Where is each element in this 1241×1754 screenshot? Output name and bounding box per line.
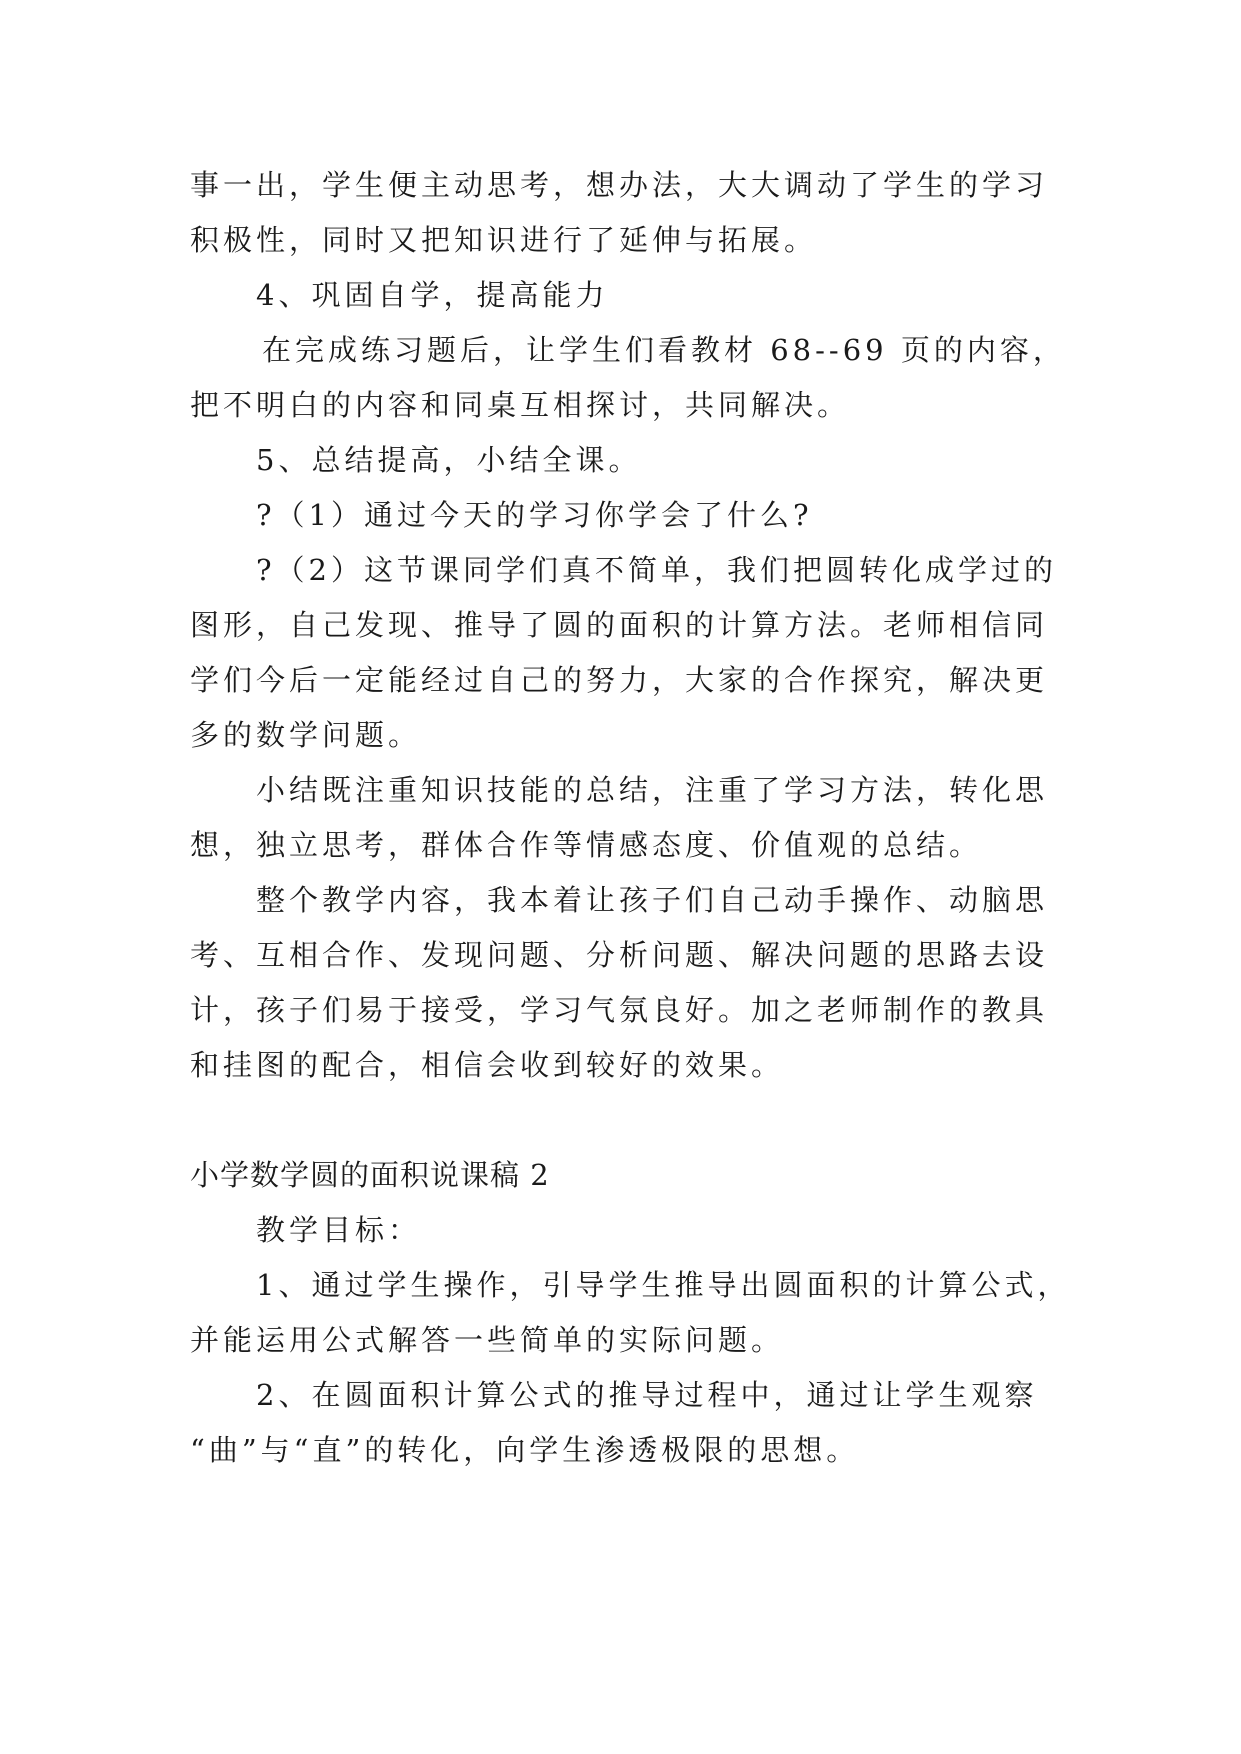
paragraph-line: 整个教学内容，我本着让孩子们自己动手操作、动脑思 (256, 883, 1049, 917)
paragraph-line: 图形，自己发现、推导了圆的面积的计算方法。老师相信同 (190, 608, 1049, 642)
paragraph-line: 教学目标： (256, 1213, 422, 1247)
question-line: ?（1）通过今天的学习你学会了什么? (256, 498, 813, 532)
paragraph-line: 事一出，学生便主动思考，想办法，大大调动了学生的学习 (190, 168, 1049, 202)
paragraph-line: 在完成练习题后，让学生们看教材 68--69 页的内容， (262, 333, 1066, 367)
paragraph-line: 2、在圆面积计算公式的推导过程中，通过让学生观察 (256, 1378, 1038, 1412)
paragraph-line: “曲”与“直”的转化，向学生渗透极限的思想。 (190, 1433, 860, 1467)
paragraph-line: 学们今后一定能经过自己的努力，大家的合作探究，解决更 (190, 663, 1049, 697)
paragraph-line: 想，独立思考，群体合作等情感态度、价值观的总结。 (190, 828, 983, 862)
paragraph-line: 1、通过学生操作，引导学生推导出圆面积的计算公式， (256, 1268, 1071, 1302)
paragraph-line: 和挂图的配合，相信会收到较好的效果。 (190, 1048, 785, 1082)
paragraph-line: 多的数学问题。 (190, 718, 422, 752)
paragraph-line: 积极性，同时又把知识进行了延伸与拓展。 (190, 223, 818, 257)
paragraph-line: 考、互相合作、发现问题、分析问题、解决问题的思路去设 (190, 938, 1049, 972)
section-title: 小学数学圆的面积说课稿 2 (190, 1158, 550, 1192)
section-step-heading: 4、巩固自学，提高能力 (256, 278, 609, 312)
paragraph-line: 把不明白的内容和同桌互相探讨，共同解决。 (190, 388, 851, 422)
section-step-heading: 5、总结提高，小结全课。 (256, 443, 642, 477)
question-line: ?（2）这节课同学们真不简单，我们把圆转化成学过的 (256, 553, 1057, 587)
paragraph-line: 计，孩子们易于接受，学习气氛良好。加之老师制作的教具 (190, 993, 1049, 1027)
paragraph-line: 小结既注重知识技能的总结，注重了学习方法，转化思 (256, 773, 1049, 807)
paragraph-line: 并能运用公式解答一些简单的实际问题。 (190, 1323, 785, 1357)
